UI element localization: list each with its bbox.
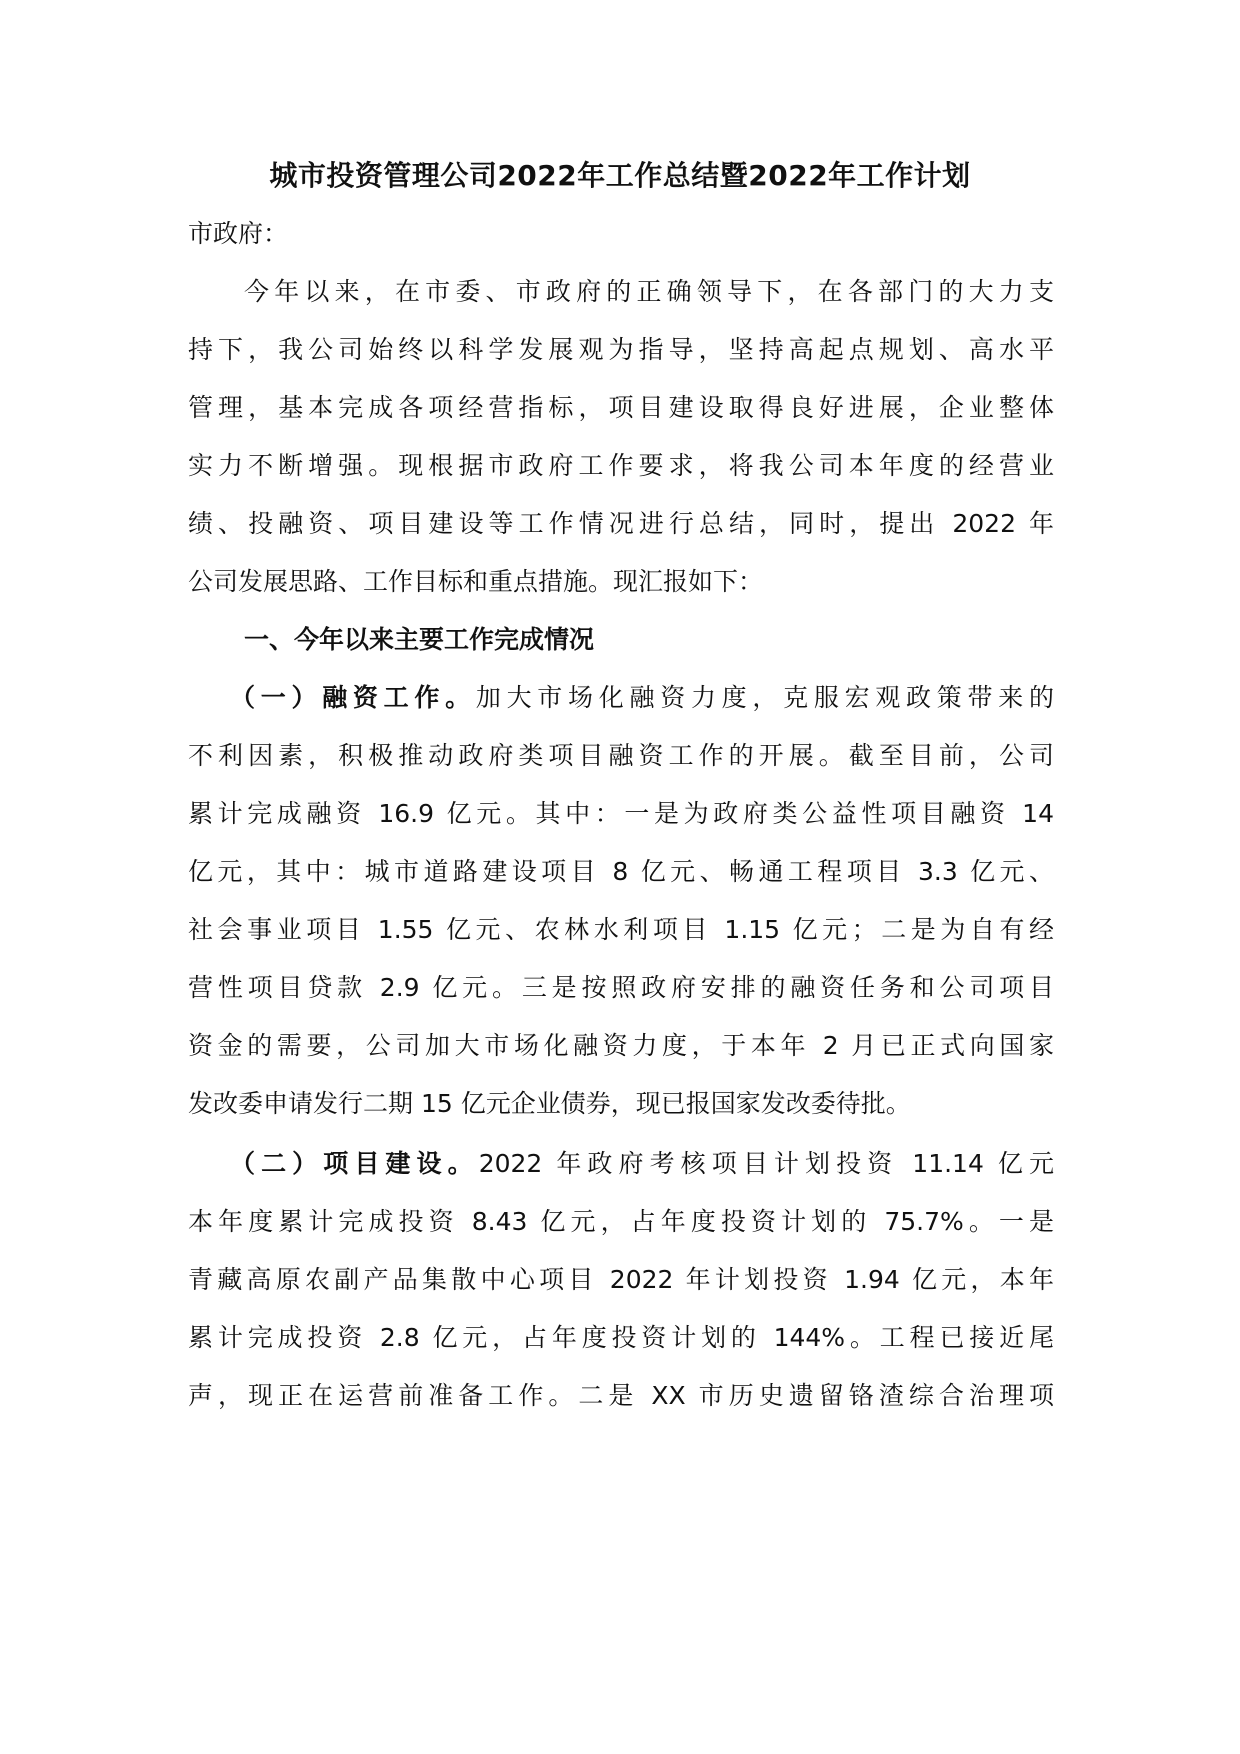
- section-heading: 一、今年以来主要工作完成情况: [244, 625, 595, 654]
- text-line: 累计完成投资 2.8 亿元，占年度投资计划的 144%。工程已接近尾: [188, 1323, 1054, 1352]
- text-line: 亿元，其中：城市道路建设项目 8 亿元、畅通工程项目 3.3 亿元、: [188, 857, 1054, 886]
- text-line: [230, 1144, 1054, 1184]
- text-run: 2022 年政府考核项目计划投资 11.14 亿元: [478, 1149, 1054, 1178]
- text-line: 资金的需要，公司加大市场化融资力度，于本年 2 月已正式向国家: [188, 1031, 1054, 1060]
- text-line: 声，现正在运营前准备工作。二是 XX 市历史遗留铬渣综合治理项: [188, 1381, 1054, 1410]
- text-line: 社会事业项目 1.55 亿元、农林水利项目 1.15 亿元；二是为自有经: [188, 915, 1054, 944]
- document-title: 城市投资管理公司2022年工作总结暨2022年工作计划: [269, 159, 971, 192]
- text-line: 营性项目贷款 2.9 亿元。三是按照政府安排的融资任务和公司项目: [188, 973, 1054, 1002]
- text-line: 绩、投融资、项目建设等工作情况进行总结，同时，提出 2022 年: [188, 509, 1054, 538]
- text-run: 加大市场化融资力度，克服宏观政策带来的: [475, 683, 1054, 712]
- text-line: 累计完成融资 16.9 亿元。其中：一是为政府类公益性项目融资 14: [188, 799, 1054, 828]
- text-line: 发改委申请发行二期 15 亿元企业债券，现已报国家发改委待批。: [188, 1089, 911, 1118]
- subsection-label: （二）项目建设。: [230, 1149, 479, 1178]
- text-line: 不利因素，积极推动政府类项目融资工作的开展。截至目前，公司: [188, 741, 1054, 770]
- text-line: 青藏高原农副产品集散中心项目 2022 年计划投资 1.94 亿元，本年: [188, 1265, 1054, 1294]
- text-line: 今年以来，在市委、市政府的正确领导下，在各部门的大力支: [244, 277, 1054, 306]
- subsection-label: （一）融资工作。: [230, 683, 476, 712]
- text-line: 公司发展思路、工作目标和重点措施。现汇报如下：: [188, 567, 764, 596]
- text-line: 实力不断增强。现根据市政府工作要求，将我公司本年度的经营业: [188, 451, 1054, 480]
- salutation: 市政府：: [188, 219, 289, 248]
- text-line: 持下，我公司始终以科学发展观为指导，坚持高起点规划、高水平: [188, 335, 1054, 364]
- text-line: 本年度累计完成投资 8.43 亿元，占年度投资计划的 75.7%。一是: [188, 1207, 1054, 1236]
- text-line: [230, 678, 1054, 718]
- text-line: 管理，基本完成各项经营指标，项目建设取得良好进展，企业整体: [188, 393, 1054, 422]
